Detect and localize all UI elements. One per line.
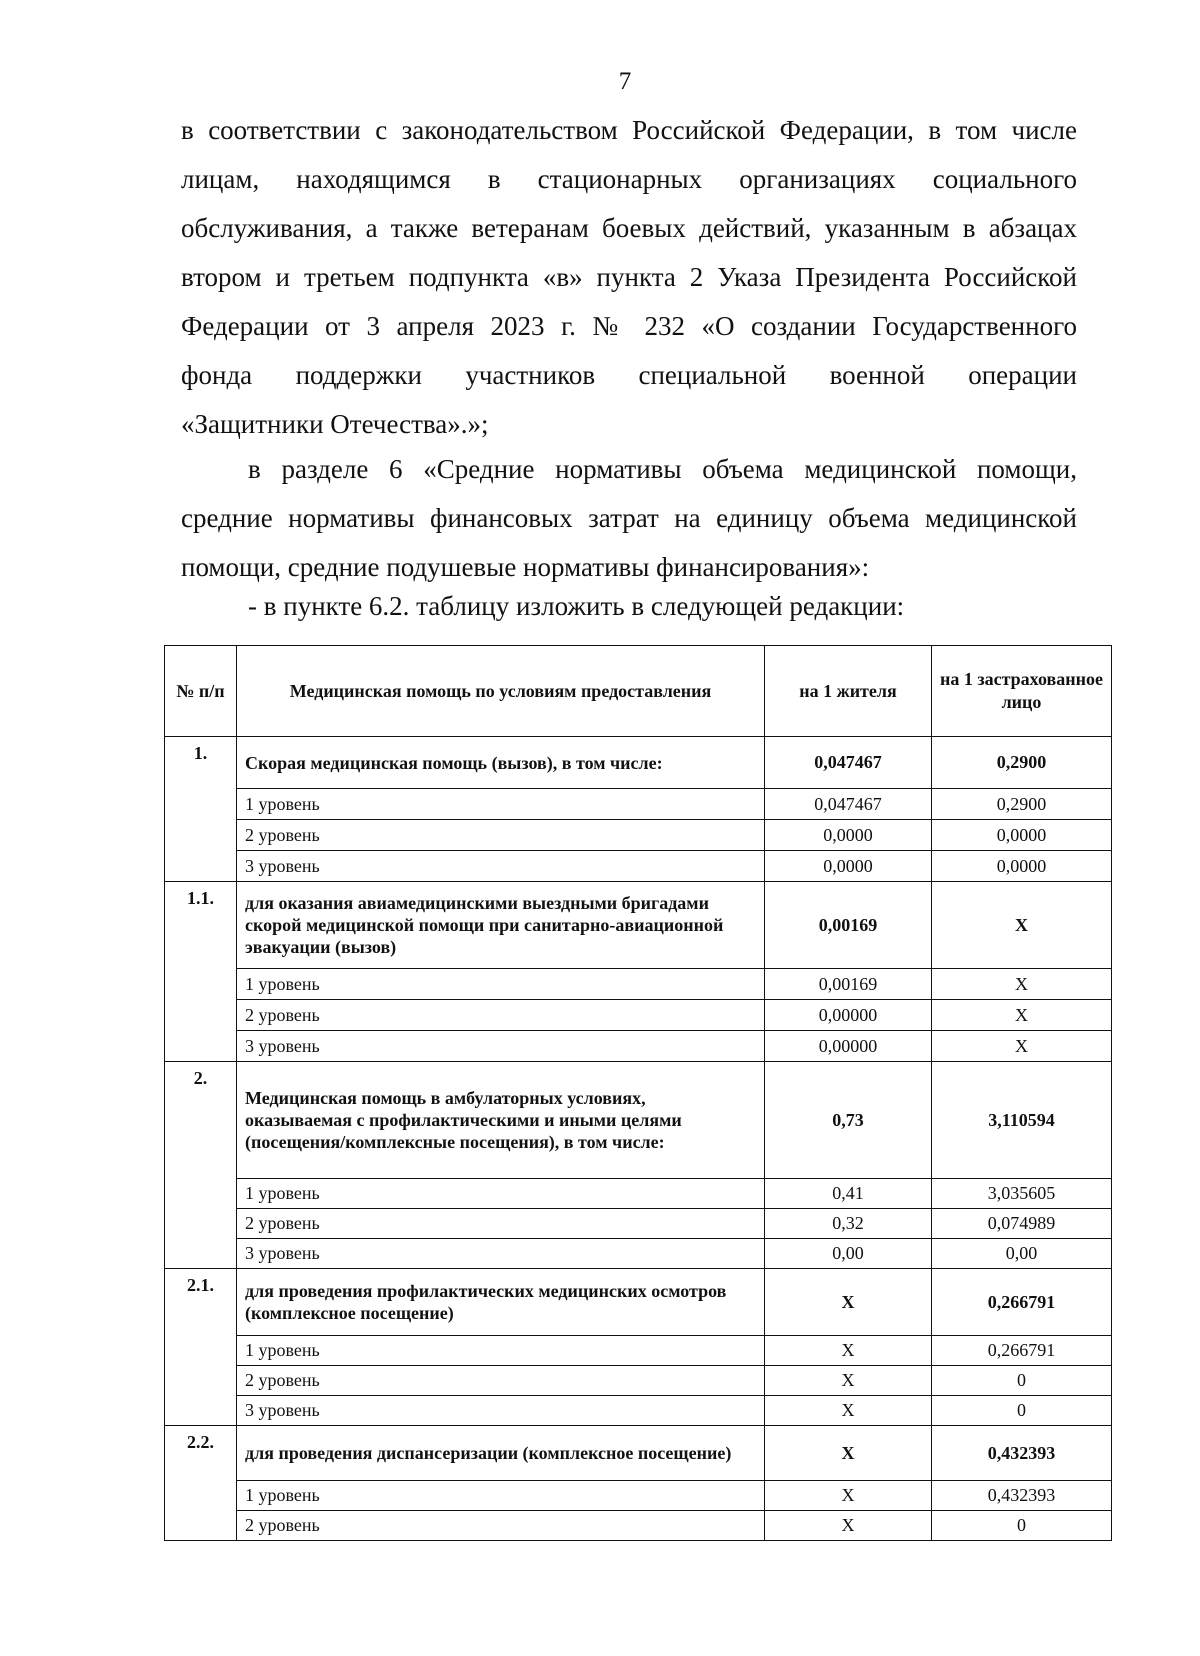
per-resident-value: 0,00000 xyxy=(765,1000,932,1031)
row-num: 1. xyxy=(165,737,237,882)
row-num: 2.1. xyxy=(165,1269,237,1426)
level-label: 3 уровень xyxy=(237,1031,765,1062)
per-resident-value: Х xyxy=(765,1481,932,1511)
level-label: 2 уровень xyxy=(237,820,765,851)
row-name: для проведения профилактических медицинских осмотров (комплексное посещение) xyxy=(237,1269,765,1336)
table-row xyxy=(165,737,1112,789)
per-insured-value: Х xyxy=(932,969,1112,1000)
table-row xyxy=(165,1209,1112,1239)
per-resident-value: 0,00000 xyxy=(765,1031,932,1062)
per-insured-value: 0 xyxy=(932,1366,1112,1396)
level-label: 1 уровень xyxy=(237,1179,765,1209)
level-label: 1 уровень xyxy=(237,969,765,1000)
table-row xyxy=(165,1062,1112,1179)
header-num: № п/п xyxy=(165,646,237,737)
table-row xyxy=(165,969,1112,1000)
level-label: 2 уровень xyxy=(237,1366,765,1396)
table-row xyxy=(165,851,1112,882)
per-insured-value: 0,266791 xyxy=(932,1336,1112,1366)
table-row xyxy=(165,1366,1112,1396)
level-label: 1 уровень xyxy=(237,1481,765,1511)
text-line: обслуживания, а также ветеранам боевых действий, указанным в абзацах xyxy=(181,213,1077,243)
per-resident-value: Х xyxy=(765,1269,932,1336)
header-per-resident: на 1 жителя xyxy=(765,646,932,737)
page-number: 7 xyxy=(618,68,632,95)
row-num: 2.2. xyxy=(165,1426,237,1541)
table-row xyxy=(165,1481,1112,1511)
level-label: 2 уровень xyxy=(237,1511,765,1541)
header-per-insured: на 1 застрахованное лицо xyxy=(932,646,1112,737)
table-row xyxy=(165,1239,1112,1269)
per-insured-value: 0,2900 xyxy=(932,737,1112,789)
table-row xyxy=(165,1269,1112,1336)
text-line: Федерации от 3 апреля 2023 г. № 232 «О создании Государственного xyxy=(181,311,1077,341)
table-row xyxy=(165,1031,1112,1062)
level-label: 3 уровень xyxy=(237,1239,765,1269)
per-resident-value: 0,41 xyxy=(765,1179,932,1209)
instruction-line: - в пункте 6.2. таблицу изложить в следующей редакции: xyxy=(248,591,905,621)
per-resident-value: Х xyxy=(765,1396,932,1426)
row-name: Медицинская помощь в амбулаторных условиях, оказываемая с профилактическими и иными целями (посещения/комплексные посещения), в том числе: xyxy=(237,1062,765,1179)
table-row xyxy=(165,1179,1112,1209)
table-row xyxy=(165,1511,1112,1541)
level-label: 3 уровень xyxy=(237,1396,765,1426)
level-label: 1 уровень xyxy=(237,1336,765,1366)
table-row xyxy=(165,1426,1112,1481)
text-line: лицам, находящимся в стационарных организациях социального xyxy=(181,164,1077,194)
text-line: в соответствии с законодательством Российской Федерации, в том числе xyxy=(181,115,1077,145)
per-insured-value: 3,035605 xyxy=(932,1179,1112,1209)
level-label: 2 уровень xyxy=(237,1209,765,1239)
level-label: 1 уровень xyxy=(237,789,765,820)
per-resident-value: Х xyxy=(765,1336,932,1366)
per-resident-value: 0,32 xyxy=(765,1209,932,1239)
table-row xyxy=(165,1000,1112,1031)
per-resident-value: 0,00169 xyxy=(765,969,932,1000)
table-row xyxy=(165,820,1112,851)
per-insured-value: Х xyxy=(932,882,1112,969)
text-line: фонда поддержки участников специальной военной операции xyxy=(181,360,1077,390)
per-insured-value: 0,2900 xyxy=(932,789,1112,820)
per-resident-value: 0,0000 xyxy=(765,851,932,882)
per-resident-value: 0,00169 xyxy=(765,882,932,969)
table-header-row xyxy=(165,646,1112,737)
text-line: помощи, средние подушевые нормативы финансирования»: xyxy=(181,552,870,582)
row-name: для проведения диспансеризации (комплексное посещение) xyxy=(237,1426,765,1481)
per-insured-value: 0,00 xyxy=(932,1239,1112,1269)
table-row xyxy=(165,789,1112,820)
per-insured-value: 3,110594 xyxy=(932,1062,1112,1179)
per-insured-value: 0,432393 xyxy=(932,1481,1112,1511)
table-row xyxy=(165,1396,1112,1426)
header-name: Медицинская помощь по условиям предоставления xyxy=(237,646,765,737)
row-name: для оказания авиамедицинскими выездными бригадами скорой медицинской помощи при санитарно-авиационной эвакуации (вызов) xyxy=(237,882,765,969)
per-insured-value: Х xyxy=(932,1000,1112,1031)
text-line: в разделе 6 «Средние нормативы объема медицинской помощи, xyxy=(248,454,1077,484)
row-num: 2. xyxy=(165,1062,237,1269)
per-resident-value: 0,047467 xyxy=(765,789,932,820)
per-resident-value: 0,00 xyxy=(765,1239,932,1269)
paragraph-1 xyxy=(181,106,1077,449)
per-resident-value: 0,73 xyxy=(765,1062,932,1179)
per-insured-value: 0 xyxy=(932,1511,1112,1541)
norms-table xyxy=(164,645,1112,1541)
row-name: Скорая медицинская помощь (вызов), в том числе: xyxy=(237,737,765,789)
per-insured-value: Х xyxy=(932,1031,1112,1062)
per-insured-value: 0,0000 xyxy=(932,820,1112,851)
text-line: втором и третьем подпункта «в» пункта 2 Указа Президента Российской xyxy=(181,262,1077,292)
per-resident-value: Х xyxy=(765,1426,932,1481)
per-resident-value: 0,0000 xyxy=(765,820,932,851)
per-resident-value: Х xyxy=(765,1511,932,1541)
per-resident-value: Х xyxy=(765,1366,932,1396)
table-row xyxy=(165,882,1112,969)
per-resident-value: 0,047467 xyxy=(765,737,932,789)
text-line: «Защитники Отечества».»; xyxy=(181,409,489,439)
paragraph-2 xyxy=(181,445,1077,592)
per-insured-value: 0,0000 xyxy=(932,851,1112,882)
per-insured-value: 0 xyxy=(932,1396,1112,1426)
per-insured-value: 0,266791 xyxy=(932,1269,1112,1336)
text-line: средние нормативы финансовых затрат на единицу объема медицинской xyxy=(181,503,1077,533)
row-num: 1.1. xyxy=(165,882,237,1062)
table-row xyxy=(165,1336,1112,1366)
per-insured-value: 0,432393 xyxy=(932,1426,1112,1481)
level-label: 2 уровень xyxy=(237,1000,765,1031)
level-label: 3 уровень xyxy=(237,851,765,882)
per-insured-value: 0,074989 xyxy=(932,1209,1112,1239)
